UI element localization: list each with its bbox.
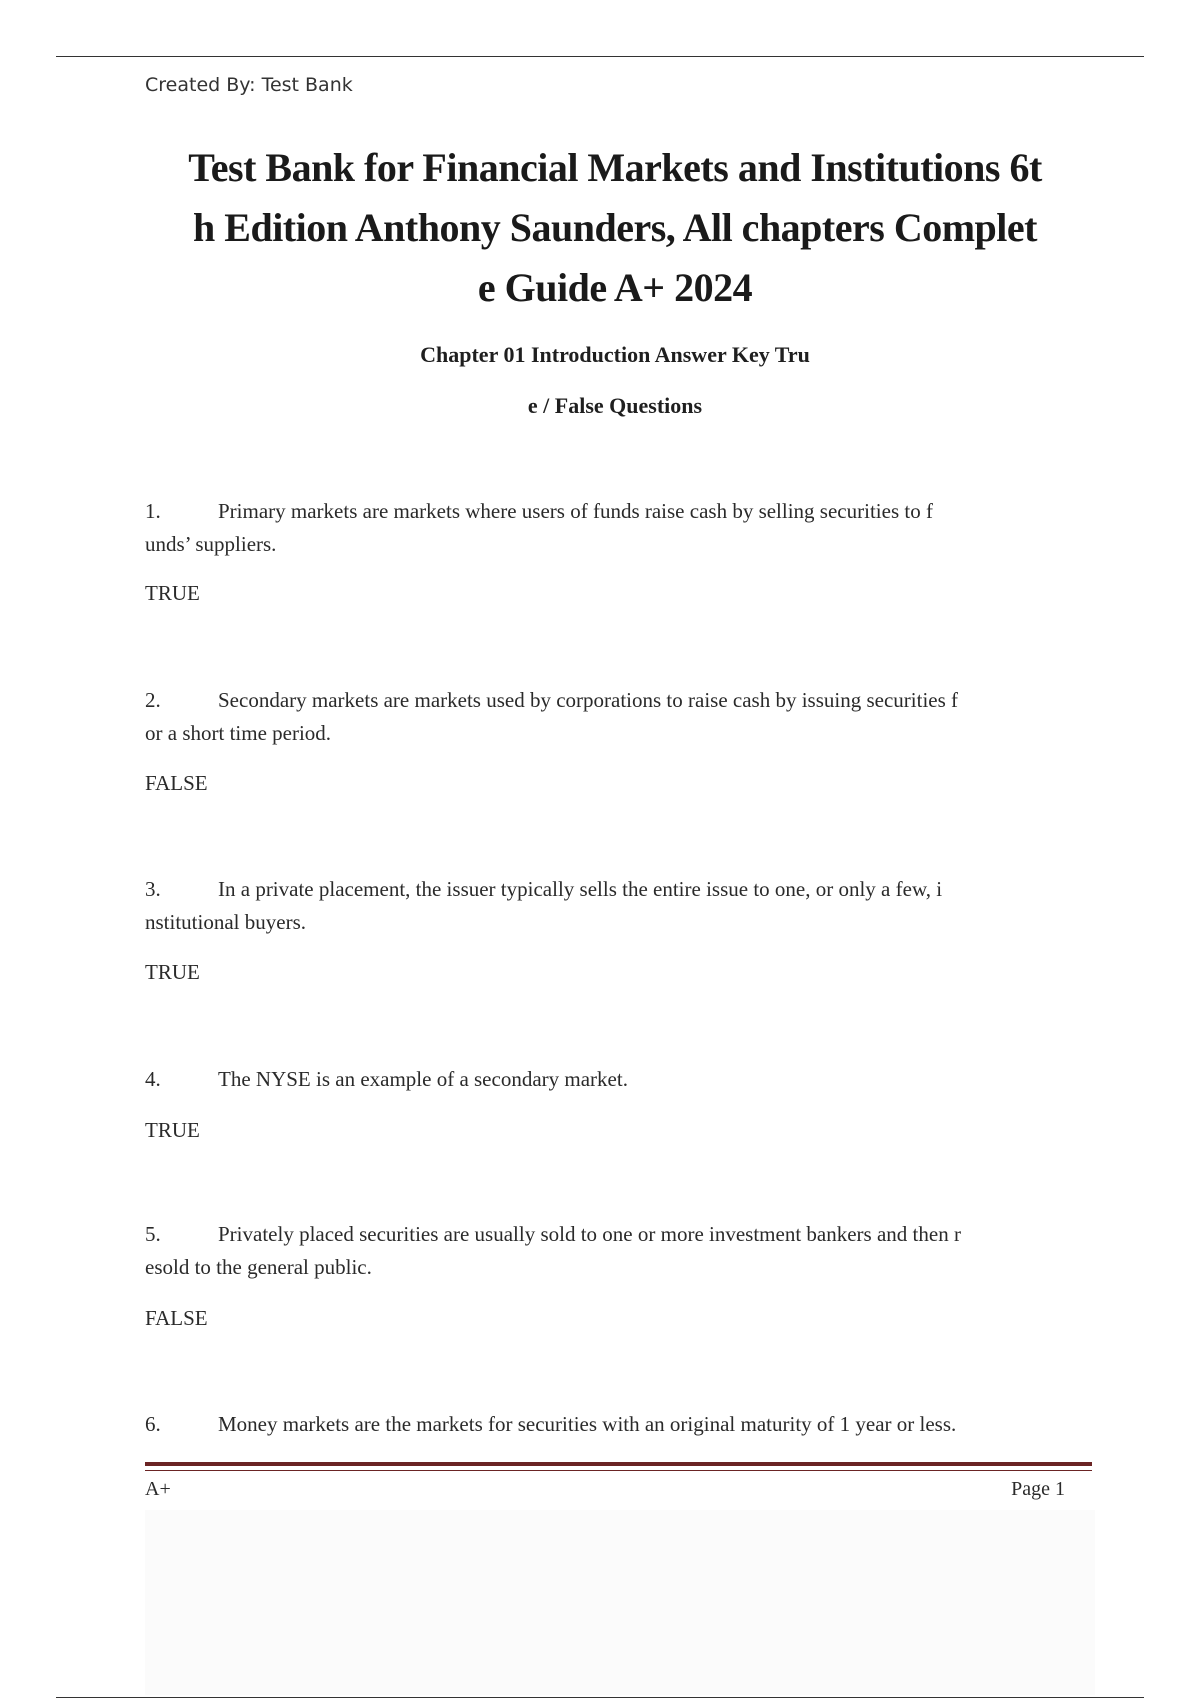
footer-rule-thin (145, 1470, 1092, 1471)
created-by-label: Created By: Test Bank (145, 74, 353, 96)
top-rule (56, 56, 1144, 57)
question-1-line-2: unds’ suppliers. (145, 532, 277, 556)
chapter-heading-line-2: e / False Questions (527, 393, 703, 418)
question-4 (145, 1063, 1065, 1096)
question-5 (145, 1218, 1065, 1284)
answer-5: FALSE (145, 1306, 208, 1330)
question-3-line-1 (145, 873, 1065, 906)
question-1-line-1 (145, 495, 1065, 528)
question-2-line-2: or a short time period. (145, 721, 332, 745)
title-line-2: h Edition Anthony Saunders, All chapters Complet (193, 205, 1037, 250)
title-line-3: e Guide A+ 2024 (477, 265, 753, 310)
question-4-line-1 (145, 1063, 1065, 1096)
footer-grade-label: A+ (145, 1478, 171, 1500)
chapter-heading-line-1: Chapter 01 Introduction Answer Key Tru (420, 342, 810, 367)
question-3-line-2: nstitutional buyers. (145, 910, 306, 934)
page-bottom-area (145, 1510, 1095, 1695)
question-5-line-1 (145, 1218, 1065, 1251)
question-1 (145, 495, 1065, 561)
question-text: In a private placement, the issuer typically sells the entire issue to one, or only a few, i (218, 877, 943, 901)
question-text: Primary markets are markets where users of funds raise cash by selling securities to f (218, 499, 933, 523)
question-2 (145, 684, 1065, 750)
question-6 (145, 1408, 1065, 1441)
answer-1: TRUE (145, 581, 200, 605)
document-title (140, 138, 1090, 318)
question-text: Privately placed securities are usually sold to one or more investment bankers and then r (218, 1222, 961, 1246)
question-text: The NYSE is an example of a secondary market. (218, 1067, 628, 1091)
question-text: Money markets are the markets for securities with an original maturity of 1 year or less. (218, 1412, 957, 1436)
question-number: 3. (145, 877, 161, 901)
question-number: 1. (145, 499, 161, 523)
question-number: 5. (145, 1222, 161, 1246)
footer-rule-thick (145, 1462, 1092, 1466)
question-2-line-1 (145, 684, 1065, 717)
question-6-line-1 (145, 1408, 1065, 1441)
bottom-rule (56, 1697, 1144, 1698)
answer-4: TRUE (145, 1118, 200, 1142)
question-number: 4. (145, 1067, 161, 1091)
page-number: Page 1 (1011, 1478, 1065, 1500)
answer-3: TRUE (145, 960, 200, 984)
answer-2: FALSE (145, 771, 208, 795)
question-text: Secondary markets are markets used by corporations to raise cash by issuing securities f (218, 688, 959, 712)
question-3 (145, 873, 1065, 939)
question-number: 6. (145, 1412, 161, 1436)
title-line-1: Test Bank for Financial Markets and Institutions 6t (188, 145, 1042, 190)
question-5-line-2: esold to the general public. (145, 1255, 372, 1279)
question-number: 2. (145, 688, 161, 712)
